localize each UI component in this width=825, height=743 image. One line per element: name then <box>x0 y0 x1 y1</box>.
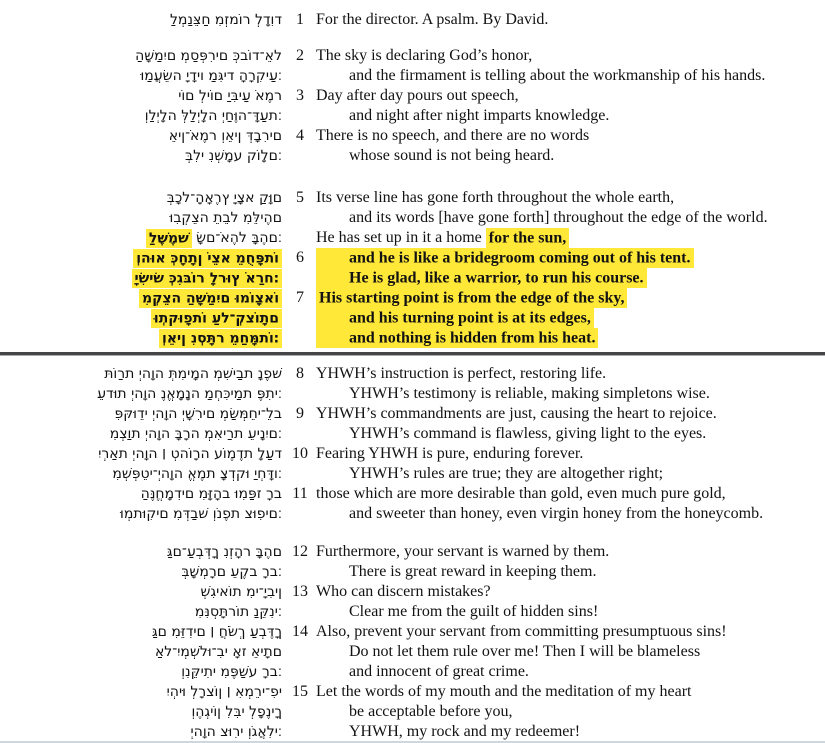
english-line <box>316 188 825 208</box>
hebrew-line <box>0 424 282 444</box>
hebrew-column <box>0 484 284 524</box>
psalm-body <box>0 10 825 742</box>
hebrew-line <box>0 208 282 228</box>
hebrew-text-span: שְׁגִיאוֹת מִי־יָבִין <box>200 584 282 600</box>
hebrew-line <box>0 10 282 30</box>
english-highlight-span: and he is like a bridegroom coming out of his tent. <box>316 248 694 268</box>
hebrew-line <box>0 682 282 702</box>
hebrew-column <box>0 288 284 348</box>
english-column <box>316 582 825 622</box>
hebrew-column <box>0 542 284 582</box>
english-line <box>316 464 825 484</box>
verse-number-cell <box>284 404 316 424</box>
hebrew-column <box>0 622 284 682</box>
verse-row <box>0 582 825 622</box>
verse-number: 8 <box>296 365 304 382</box>
verse-row <box>0 364 825 404</box>
hebrew-line <box>0 106 282 126</box>
hebrew-column <box>0 86 284 126</box>
english-column <box>316 484 825 524</box>
english-text-span: and innocent of great crime. <box>349 663 529 680</box>
english-text-span: Clear me from the guilt of hidden sins! <box>349 603 599 620</box>
hebrew-text-span: גַּם מִזֵּדִים ׀ חֲשֹׂךְ עַבְדֶּךָ <box>151 624 282 640</box>
hebrew-line <box>0 66 282 86</box>
english-text-span: Furthermore, your servant is warned by them. <box>316 543 610 560</box>
english-line <box>316 404 825 424</box>
hebrew-line <box>0 404 282 424</box>
verse-number: 4 <box>296 127 304 144</box>
verse-number-cell <box>284 46 316 66</box>
verse-number-cell <box>284 126 316 146</box>
hebrew-line <box>0 288 282 308</box>
english-line <box>316 66 825 86</box>
hebrew-highlight-span: לַשֶּׁמֶשׁ <box>146 229 192 248</box>
hebrew-line <box>0 602 282 622</box>
verse-number: 14 <box>292 623 308 640</box>
hebrew-text-span: וְהֶגְיוֹן לִבִּי לְפָנֶיךָ <box>191 704 282 720</box>
hebrew-text-span: עֵדוּת יְהוָה נֶאֱמָנָה מַחְכִּימַת פֶּתִי׃ <box>97 386 282 402</box>
hebrew-line <box>0 228 282 248</box>
english-text-span: YHWH’s commandments are just, causing the heart to rejoice. <box>316 405 717 422</box>
hebrew-column <box>0 188 284 248</box>
verse-number: 9 <box>296 405 304 422</box>
hebrew-column <box>0 46 284 86</box>
hebrew-column <box>0 404 284 444</box>
english-line <box>316 622 825 642</box>
english-line <box>316 208 825 228</box>
english-column <box>316 682 825 742</box>
english-line <box>316 662 825 682</box>
english-highlight-span: He is glad, like a warrior, to run his course. <box>316 268 647 288</box>
hebrew-text-span: תּוֹרַת יְהוָה תְּמִימָה מְשִׁיבַת נָפֶשׁ <box>104 366 282 382</box>
verse-row <box>0 622 825 682</box>
hebrew-highlight-span: מִקְצֵה הַשָּׁמַיִם וּמוֹצָאוֹ <box>139 289 282 308</box>
english-text-span: There is great reward in keeping them. <box>349 563 597 580</box>
english-highlight-span: and nothing is hidden from his heat. <box>316 328 598 348</box>
english-highlight-span: for the sun, <box>486 228 570 248</box>
hebrew-text-span: מִצְוַת יְהוָה בָּרָה מְאִירַת עֵינָיִם׃ <box>109 426 282 442</box>
verse-number: 15 <box>292 683 308 700</box>
hebrew-highlight-span: וְהוּא כְּחָתָן יֹצֵא מֵחֻפָּתוֹ <box>133 249 282 268</box>
hebrew-line <box>0 464 282 484</box>
hebrew-text-span: בְּלִי נִשְׁמָע קוֹלָם׃ <box>184 148 282 164</box>
hebrew-line <box>0 504 282 524</box>
english-text-span: be acceptable before you, <box>349 703 513 720</box>
hebrew-text-span: אַל־יִמְשְׁלוּ־בִי אָז אֵיתָם <box>154 644 282 660</box>
english-text-span: Day after day pours out speech, <box>316 87 519 104</box>
hebrew-line <box>0 46 282 66</box>
hebrew-highlight-span: וְאֵין נִסְתָּר מֵחַמָּתוֹ׃ <box>159 329 282 348</box>
english-text-span: Its verse line has gone forth throughout the whole earth, <box>316 189 675 206</box>
english-line <box>316 10 825 30</box>
hebrew-column <box>0 126 284 166</box>
hebrew-line <box>0 268 282 288</box>
english-line <box>316 288 825 308</box>
english-line <box>316 642 825 662</box>
english-line <box>316 504 825 524</box>
verse-row <box>0 288 825 348</box>
hebrew-text-span: יוֹם לְיוֹם יַבִּיעַ אֹמֶר <box>178 88 282 104</box>
hebrew-line <box>0 188 282 208</box>
verse-row <box>0 86 825 126</box>
english-line <box>316 228 825 248</box>
hebrew-text-span: וְנִקֵּיתִי מִפֶּשַׁע רָב׃ <box>181 664 282 680</box>
english-column <box>316 622 825 682</box>
hebrew-text-span: שָׂם־אֹהֶל בָּהֶם׃ <box>191 230 282 246</box>
english-text-span: He has set up in it a home <box>316 229 486 246</box>
hebrew-text-span: פִּקּוּדֵי יְהוָה יְשָׁרִים מְשַׂמְּחֵי־לֵב <box>114 406 282 422</box>
english-line <box>316 86 825 106</box>
hebrew-line <box>0 126 282 146</box>
verse-number-cell <box>284 682 316 702</box>
english-line <box>316 146 825 166</box>
verse-row <box>0 126 825 166</box>
hebrew-text-span: מִנִּסְתָּרוֹת נַקֵּנִי׃ <box>194 604 282 620</box>
english-line <box>316 106 825 126</box>
verse-number: 6 <box>296 249 304 266</box>
verse-number-cell <box>284 444 316 464</box>
english-text-span: those which are more desirable than gold, even much pure gold, <box>316 485 726 502</box>
verse-number-cell <box>284 86 316 106</box>
english-column <box>316 444 825 484</box>
hebrew-text-span: וּבִקְצֵה תֵבֵל מִלֵּיהֶם <box>169 210 282 226</box>
hebrew-text-span: בְּשָׁמְרָם עֵקֶב רָב׃ <box>181 564 282 580</box>
hebrew-text-span: יִהְיוּ לְרָצוֹן ׀ אִמְרֵי־פִי <box>166 684 282 700</box>
verse-row <box>0 248 825 288</box>
verse-number: 1 <box>296 11 304 28</box>
verse-number-cell <box>284 542 316 562</box>
hebrew-line <box>0 328 282 348</box>
english-text-span: Do not let them rule over me! Then I will be blameless <box>349 643 701 660</box>
verse-number: 3 <box>296 87 304 104</box>
verse-row <box>0 188 825 248</box>
english-text-span: There is no speech, and there are no words <box>316 127 590 144</box>
english-text-span: Fearing YHWH is pure, enduring forever. <box>316 445 584 462</box>
verse-number-cell <box>284 582 316 602</box>
english-line <box>316 248 825 268</box>
hebrew-line <box>0 384 282 404</box>
verse-number: 5 <box>296 189 304 206</box>
hebrew-line <box>0 444 282 464</box>
english-column <box>316 10 825 30</box>
english-text-span: YHWH’s command is flawless, giving light to the eyes. <box>349 425 707 442</box>
english-text-span: Who can discern mistakes? <box>316 583 491 600</box>
english-line <box>316 328 825 348</box>
english-line <box>316 444 825 464</box>
verse-row <box>0 46 825 86</box>
hebrew-text-span: בְּכָל־הָאָרֶץ יָצָא קַוָּם <box>166 190 282 206</box>
hebrew-text-span: וּמְתוּקִים מִדְּבַשׁ וְנֹפֶת צוּפִים׃ <box>120 506 282 522</box>
english-line <box>316 682 825 702</box>
hebrew-line <box>0 662 282 682</box>
hebrew-line <box>0 722 282 742</box>
english-line <box>316 364 825 384</box>
english-column <box>316 288 825 348</box>
english-highlight-span: His starting point is from the edge of the sky, <box>316 288 627 308</box>
english-column <box>316 542 825 582</box>
verse-row <box>0 404 825 444</box>
verse-number-cell <box>284 622 316 642</box>
verse-number-cell <box>284 364 316 384</box>
english-column <box>316 248 825 288</box>
english-line <box>316 126 825 146</box>
english-text-span: The sky is declaring God’s honor, <box>316 47 533 64</box>
english-text-span: Let the words of my mouth and the meditation of my heart <box>316 683 692 700</box>
hebrew-column <box>0 10 284 30</box>
verse-row <box>0 682 825 742</box>
hebrew-text-span: וְלַיְלָה לְּלַיְלָה יְחַוֶּה־דָּעַת׃ <box>144 108 282 124</box>
english-text-span: and night after night imparts knowledge. <box>349 107 610 124</box>
english-line <box>316 702 825 722</box>
verse-number: 12 <box>292 543 308 560</box>
hebrew-line <box>0 248 282 268</box>
hebrew-text-span: יִרְאַת יְהוָה ׀ טְהוֹרָה עוֹמֶדֶת לָעַד <box>98 446 282 462</box>
english-line <box>316 542 825 562</box>
english-text-span: For the director. A psalm. By David. <box>316 11 549 28</box>
verse-number: 7 <box>296 289 304 306</box>
english-text-span: whose sound is not being heard. <box>349 147 555 164</box>
hebrew-text-span: אֵין־אֹמֶר וְאֵין דְּבָרִים <box>168 128 282 144</box>
hebrew-line <box>0 642 282 662</box>
hebrew-line <box>0 146 282 166</box>
english-line <box>316 46 825 66</box>
hebrew-line <box>0 364 282 384</box>
english-line <box>316 308 825 328</box>
hebrew-text-span: לַמְנַצֵּחַ מִזְמוֹר לְדָוִד <box>169 12 282 28</box>
english-line <box>316 384 825 404</box>
english-text-span: YHWH, my rock and my redeemer! <box>349 723 581 740</box>
verse-row <box>0 484 825 524</box>
hebrew-text-span: מִשְׁפְּטֵי־יְהוָה אֱמֶת צָדְקוּ יַחְדָּו׃ <box>112 466 282 482</box>
hebrew-highlight-span: יָשִׂישׂ כְּגִבּוֹר לָרוּץ אֹרַח׃ <box>132 269 282 288</box>
english-line <box>316 484 825 504</box>
section-divider <box>0 352 825 356</box>
verse-number-cell <box>284 188 316 208</box>
english-line <box>316 602 825 622</box>
hebrew-column <box>0 444 284 484</box>
english-highlight-span: and his turning point is at its edges, <box>316 308 594 328</box>
english-column <box>316 86 825 126</box>
english-column <box>316 364 825 404</box>
hebrew-line <box>0 622 282 642</box>
english-line <box>316 562 825 582</box>
english-text-span: and the firmament is telling about the workmanship of his hands. <box>349 67 766 84</box>
english-text-span: Also, prevent your servant from committing presumptuous sins! <box>316 623 727 640</box>
english-text-span: YHWH’s rules are true; they are altogether right; <box>349 465 664 482</box>
hebrew-text-span: גַּם־עַבְדְּךָ נִזְהָר בָּהֶם <box>166 544 282 560</box>
verse-row <box>0 444 825 484</box>
english-text-span: YHWH’s testimony is reliable, making simpletons wise. <box>349 385 710 402</box>
verse-number: 11 <box>292 485 308 502</box>
verse-number-cell <box>284 10 316 30</box>
hebrew-line <box>0 86 282 106</box>
english-column <box>316 126 825 166</box>
verse-row <box>0 542 825 582</box>
verse-number: 13 <box>292 583 308 600</box>
verse-row <box>0 10 825 30</box>
hebrew-line <box>0 702 282 722</box>
hebrew-text-span: וּמַעֲשֵׂה יָדָיו מַגִּיד הָרָקִיעַ׃ <box>140 68 282 84</box>
english-column <box>316 404 825 444</box>
hebrew-line <box>0 484 282 504</box>
hebrew-column <box>0 582 284 622</box>
english-column <box>316 188 825 248</box>
hebrew-text-span: הַשָּׁמַיִם מְסַפְּרִים כְּבוֹד־אֵל <box>135 48 282 64</box>
english-line <box>316 722 825 742</box>
english-column <box>316 46 825 86</box>
hebrew-text-span: יְהוָה צוּרִי וְגֹאֲלִי׃ <box>190 724 282 740</box>
english-text-span: and its words [have gone forth] throughout the edge of the world. <box>349 209 768 226</box>
hebrew-highlight-span: וּתְקוּפָתוֹ עַל־קְצוֹתָם <box>151 309 282 328</box>
hebrew-column <box>0 682 284 742</box>
english-line <box>316 582 825 602</box>
verse-number: 10 <box>292 445 308 462</box>
hebrew-column <box>0 364 284 404</box>
english-line <box>316 268 825 288</box>
hebrew-line <box>0 542 282 562</box>
verse-number-cell <box>284 288 316 308</box>
english-text-span: and sweeter than honey, even virgin honey from the honeycomb. <box>349 505 764 522</box>
verse-number-cell <box>284 248 316 268</box>
english-text-span: YHWH’s instruction is perfect, restoring life. <box>316 365 607 382</box>
hebrew-line <box>0 582 282 602</box>
hebrew-column <box>0 248 284 288</box>
english-line <box>316 424 825 444</box>
verse-number-cell <box>284 484 316 504</box>
hebrew-line <box>0 562 282 582</box>
hebrew-text-span: הַנֶּחֱמָדִים מִזָּהָב וּמִפַּז רָב <box>140 486 282 502</box>
verse-number: 2 <box>296 47 304 64</box>
hebrew-line <box>0 308 282 328</box>
